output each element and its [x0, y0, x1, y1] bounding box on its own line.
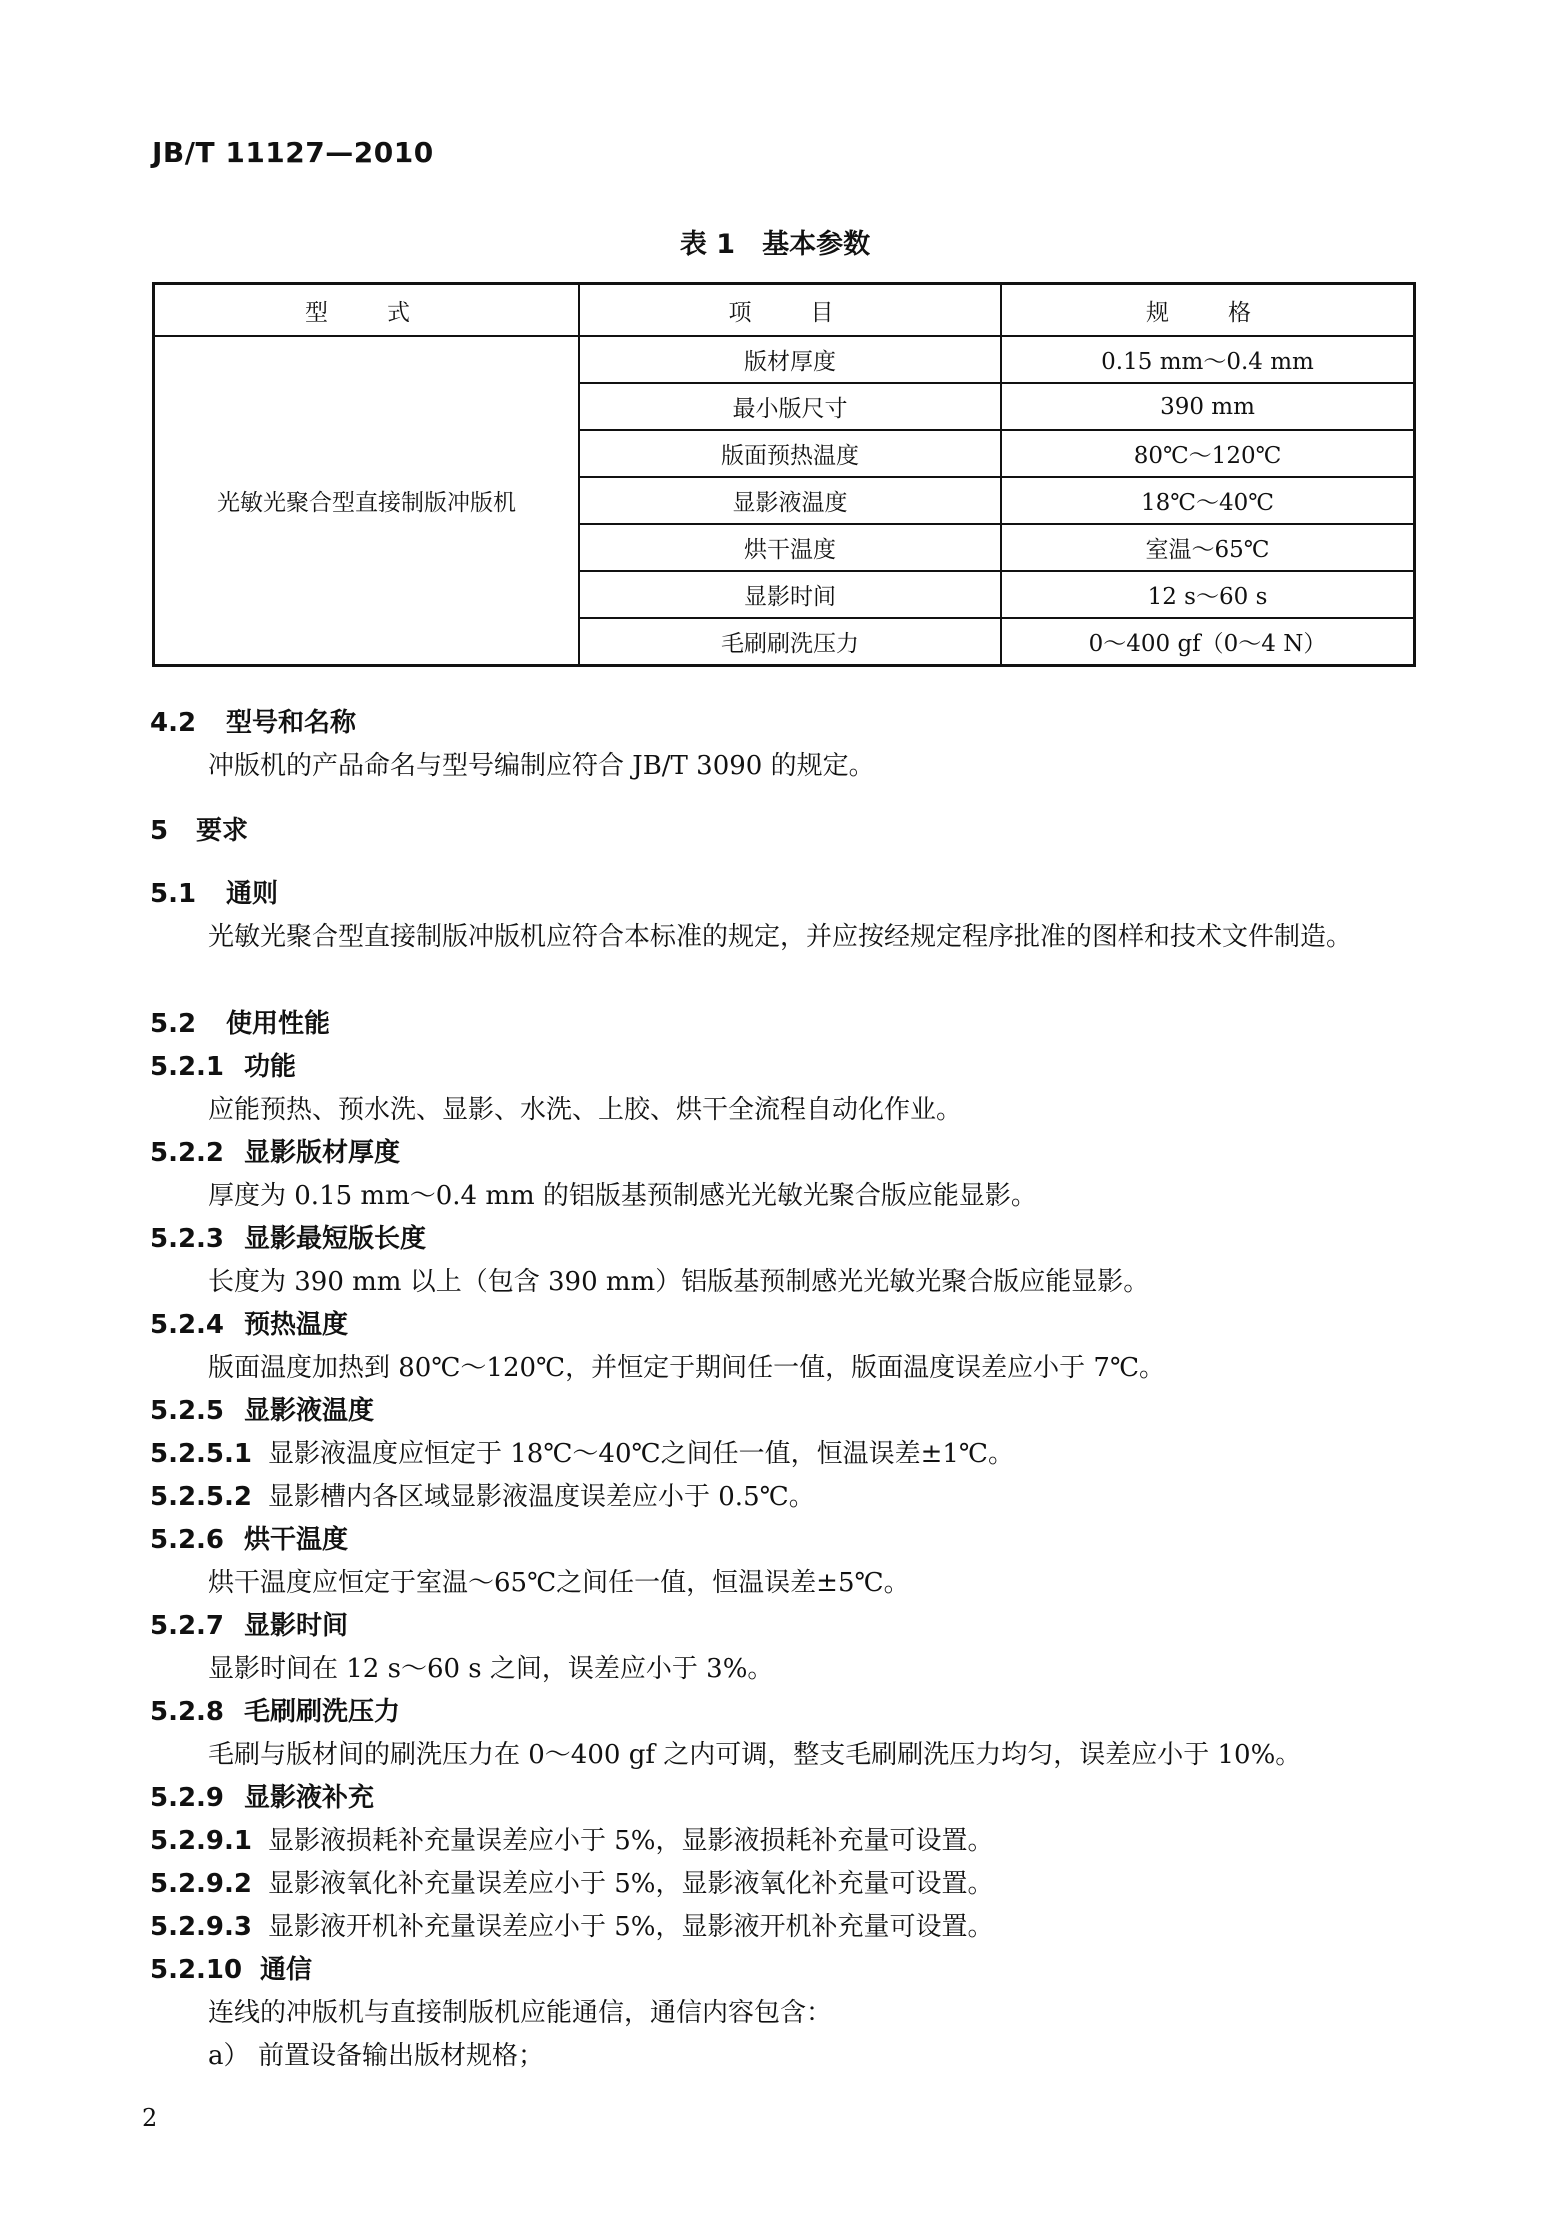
- spec-cell: 18℃～40℃: [1001, 477, 1415, 524]
- clause-text: 显影液损耗补充量误差应小于 5%，显影液损耗补充量可设置。: [268, 1826, 994, 1856]
- section-heading-5-2-5: [150, 1390, 374, 1427]
- clause-number: 5.2.5.1: [150, 1439, 252, 1469]
- section-heading-5-1: [150, 873, 278, 910]
- section-title: 毛刷刷洗压力: [244, 1697, 401, 1727]
- item-cell: 毛刷刷洗压力: [579, 618, 1001, 666]
- spec-cell: 390 mm: [1001, 383, 1415, 430]
- clause-text: 显影液开机补充量误差应小于 5%，显影液开机补充量可设置。: [268, 1912, 994, 1942]
- item-cell: 显影液温度: [579, 477, 1001, 524]
- paragraph-5-2-8: 毛刷与版材间的刷洗压力在 0～400 gf 之内可调，整支毛刷刷洗压力均匀，误差应小于 10%。: [208, 1740, 1302, 1770]
- paragraph-5-2-4: 版面温度加热到 80℃～120℃，并恒定于期间任一值，版面温度误差应小于 7℃。: [208, 1353, 1166, 1383]
- paragraph-5-2-5-2: [150, 1476, 1420, 1518]
- clause-number: 5.2.9.1: [150, 1826, 252, 1856]
- section-heading-5-2-1: [150, 1046, 296, 1083]
- header-item: 项 目: [579, 284, 1001, 337]
- paragraph-5-1: 光敏光聚合型直接制版冲版机应符合本标准的规定，并应按经规定程序批准的图样和技术文件制造。: [208, 922, 1353, 952]
- paragraph-5-2-1: 应能预热、预水洗、显影、水洗、上胶、烘干全流程自动化作业。: [208, 1095, 963, 1125]
- section-title: 使用性能: [226, 1009, 331, 1039]
- section-number: 4.2: [150, 708, 197, 738]
- list-item-text: 前置设备输出版材规格；: [258, 2041, 545, 2071]
- section-number: 5.2.9: [150, 1783, 225, 1813]
- section-heading-5-2-3: [150, 1218, 426, 1255]
- section-heading-5-2-4: [150, 1304, 348, 1341]
- clause-number: 5.2.9.2: [150, 1869, 252, 1899]
- section-heading-5-2-10: [150, 1949, 312, 1986]
- section-heading-5-2: [150, 1003, 330, 1040]
- header-spec: 规 格: [1001, 284, 1415, 337]
- section-title: 显影液温度: [244, 1396, 375, 1426]
- clause-text: 显影槽内各区域显影液温度误差应小于 0.5℃。: [268, 1482, 815, 1512]
- page-number: 2: [142, 2104, 158, 2132]
- section-title: 功能: [244, 1052, 297, 1082]
- section-number: 5.2.4: [150, 1310, 225, 1340]
- paragraph-5-2-7: 显影时间在 12 s～60 s 之间，误差应小于 3%。: [208, 1654, 774, 1684]
- clause-text: 显影液氧化补充量误差应小于 5%，显影液氧化补充量可设置。: [268, 1869, 994, 1899]
- paragraph-5-2-9-3: [150, 1906, 1420, 1948]
- item-cell: 版面预热温度: [579, 430, 1001, 477]
- section-title: 显影版材厚度: [244, 1138, 401, 1168]
- section-heading-5-2-6: [150, 1519, 348, 1556]
- section-title: 通则: [226, 879, 279, 909]
- section-number: 5.2.7: [150, 1611, 225, 1641]
- paragraph-5-2-3: 长度为 390 mm 以上（包含 390 mm）铝版基预制感光光敏光聚合版应能显影。: [208, 1267, 1150, 1297]
- model-cell: 光敏光聚合型直接制版冲版机: [154, 336, 580, 666]
- paragraph-5-2-5-1: [150, 1433, 1420, 1475]
- section-title: 通信: [260, 1955, 313, 1985]
- section-title: 显影时间: [244, 1611, 349, 1641]
- item-cell: 显影时间: [579, 571, 1001, 618]
- table-title: 表 1 基本参数: [679, 229, 871, 260]
- section-title: 显影最短版长度: [244, 1224, 427, 1254]
- section-number: 5.2.8: [150, 1697, 225, 1727]
- section-title: 预热温度: [244, 1310, 349, 1340]
- paragraph-5-2-2: 厚度为 0.15 mm～0.4 mm 的铝版基预制感光光敏光聚合版应能显影。: [208, 1181, 1037, 1211]
- section-number: 5.2.2: [150, 1138, 225, 1168]
- paragraph-5-2-9-2: [150, 1863, 1420, 1905]
- table-row: [154, 336, 1415, 383]
- list-marker: a）: [208, 2041, 250, 2071]
- spec-cell: 12 s～60 s: [1001, 571, 1415, 618]
- section-heading-4-2: [150, 702, 356, 739]
- section-number: 5: [150, 816, 169, 846]
- section-number: 5.2.5: [150, 1396, 225, 1426]
- section-number: 5.1: [150, 879, 197, 909]
- item-cell: 最小版尺寸: [579, 383, 1001, 430]
- section-title: 烘干温度: [244, 1525, 349, 1555]
- section-heading-5-2-9: [150, 1777, 374, 1814]
- section-number: 5.2: [150, 1009, 197, 1039]
- section-heading-5-2-7: [150, 1605, 348, 1642]
- section-number: 5.2.3: [150, 1224, 225, 1254]
- item-cell: 版材厚度: [579, 336, 1001, 383]
- section-title: 显影液补充: [244, 1783, 375, 1813]
- paragraph-5-2-9-1: [150, 1820, 1420, 1862]
- spec-cell: 0～400 gf（0～4 N）: [1001, 618, 1415, 666]
- section-number: 5.2.1: [150, 1052, 225, 1082]
- header-model: 型 式: [154, 284, 580, 337]
- section-title: 要求: [196, 816, 249, 846]
- clause-number: 5.2.9.3: [150, 1912, 252, 1942]
- spec-cell: 0.15 mm～0.4 mm: [1001, 336, 1415, 383]
- section-number: 5.2.10: [150, 1955, 243, 1985]
- section-heading-5-2-2: [150, 1132, 400, 1169]
- table-header-row: [154, 284, 1415, 337]
- document-id: JB/T 11127—2010: [152, 136, 434, 169]
- list-item-a: [208, 2035, 1420, 2077]
- section-heading-5: [150, 810, 248, 847]
- clause-number: 5.2.5.2: [150, 1482, 252, 1512]
- section-number: 5.2.6: [150, 1525, 225, 1555]
- section-title: 型号和名称: [226, 708, 357, 738]
- spec-cell: 80℃～120℃: [1001, 430, 1415, 477]
- basic-parameters-table: [152, 282, 1416, 667]
- section-heading-5-2-8: [150, 1691, 400, 1728]
- paragraph-5-2-10: 连线的冲版机与直接制版机应能通信，通信内容包含：: [208, 1998, 833, 2028]
- spec-cell: 室温～65℃: [1001, 524, 1415, 571]
- clause-text: 显影液温度应恒定于 18℃～40℃之间任一值，恒温误差±1℃。: [268, 1439, 1015, 1469]
- item-cell: 烘干温度: [579, 524, 1001, 571]
- paragraph-5-2-6: 烘干温度应恒定于室温～65℃之间任一值，恒温误差±5℃。: [208, 1568, 910, 1598]
- paragraph-4-2: 冲版机的产品命名与型号编制应符合 JB/T 3090 的规定。: [208, 751, 875, 781]
